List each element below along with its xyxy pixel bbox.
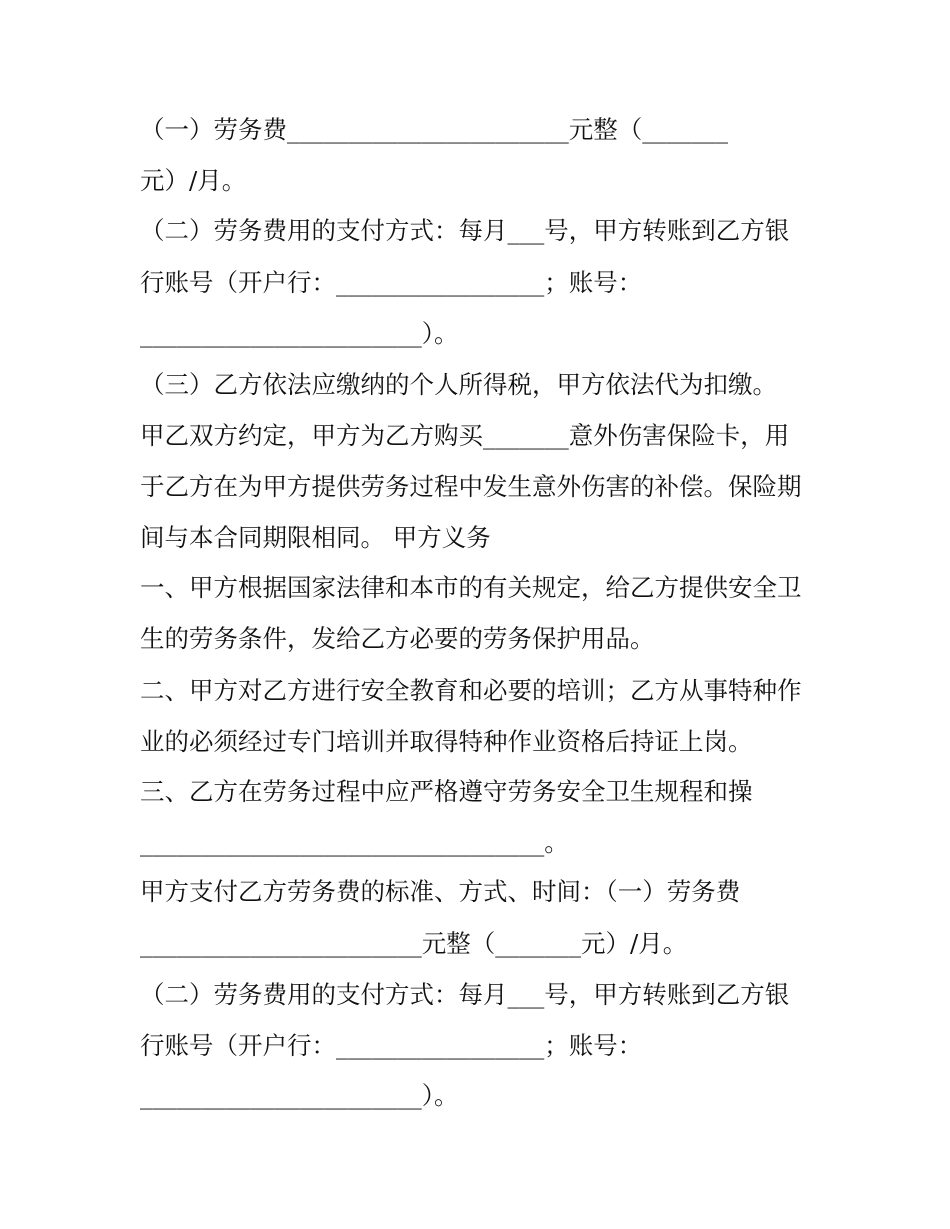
text-line: （三）乙方依法应缴纳的个人所得税，甲方依法代为扣缴。 — [140, 370, 777, 399]
text-line: 行账号（开户行：_________________；账号： — [140, 1031, 643, 1060]
text-line: 元）/月。 — [140, 166, 247, 195]
text-line: 三、乙方在劳务过程中应严格遵守劳务安全卫生规程和操 — [140, 777, 753, 806]
text-line: 间与本合同期限相同。 甲方义务 — [140, 523, 491, 552]
text-line: 业的必须经过专门培训并取得特种作业资格后持证上岗。 — [140, 727, 753, 756]
text-line: （二）劳务费用的支付方式：每月___号，甲方转账到乙方银 — [140, 980, 790, 1009]
text-line: 甲方支付乙方劳务费的标准、方式、时间：（一）劳务费 — [140, 877, 741, 906]
text-line: 二、甲方对乙方进行安全教育和必要的培训；乙方从事特种作 — [140, 676, 802, 705]
text-line: 行账号（开户行：_________________；账号： — [140, 268, 643, 297]
text-line: 甲乙双方约定，甲方为乙方购买_______意外伤害保险卡，用 — [140, 421, 790, 450]
text-line: _______________________）。 — [140, 319, 459, 348]
text-line: （二）劳务费用的支付方式：每月___号，甲方转账到乙方银 — [140, 216, 790, 245]
text-line: _______________________）。 — [140, 1081, 459, 1110]
text-line: 生的劳务条件，发给乙方必要的劳务保护用品。 — [140, 624, 655, 653]
text-line: 一、甲方根据国家法律和本市的有关规定，给乙方提供安全卫 — [140, 573, 802, 602]
text-line: _______________________元整（_______元）/月。 — [140, 929, 688, 958]
text-line: _________________________________。 — [140, 828, 569, 857]
text-line: （一）劳务费_______________________元整（_______ — [140, 115, 728, 144]
text-line: 于乙方在为甲方提供劳务过程中发生意外伤害的补偿。保险期 — [140, 472, 802, 501]
